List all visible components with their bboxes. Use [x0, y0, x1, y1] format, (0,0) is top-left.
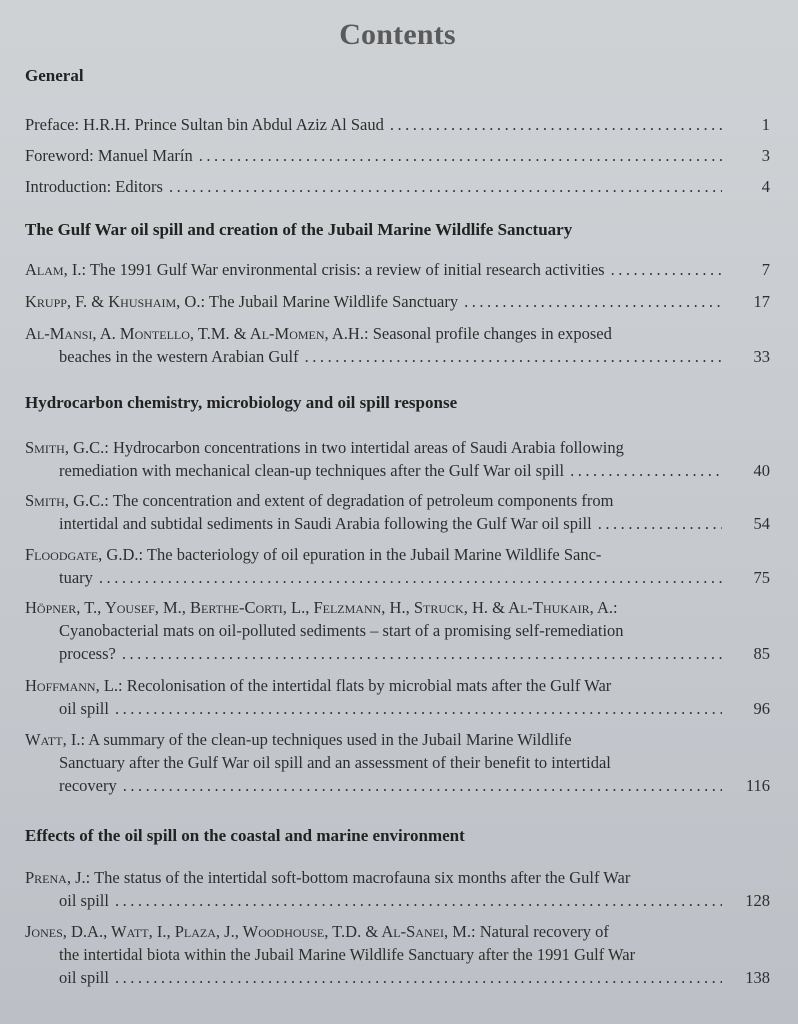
entry-first-line — [25, 674, 770, 697]
entry-authors: Krupp, F. & Khushaim, O.: — [25, 292, 206, 311]
entry-title: The status of the intertidal soft-bottom macrofauna six months after the Gulf War — [94, 868, 631, 887]
toc-entry[interactable] — [25, 290, 770, 313]
page-number: 96 — [753, 699, 770, 718]
page-number: 17 — [753, 292, 770, 311]
entry-title-continued: oil spill — [59, 891, 109, 910]
entry-first-line — [25, 290, 770, 313]
toc-entry[interactable] — [25, 543, 770, 589]
toc-entry[interactable] — [25, 322, 770, 368]
leader-dots — [115, 889, 722, 912]
page-number: 3 — [761, 146, 770, 165]
entry-first-line — [25, 728, 770, 751]
toc-entry[interactable] — [25, 489, 770, 535]
leader-dots — [99, 566, 722, 589]
leader-dots — [199, 144, 722, 167]
entry-title: Introduction: Editors — [25, 177, 163, 196]
entry-authors: Jones, D.A., Watt, I., Plaza, J., Woodhouse, T.D. & Al-Sanei, M.: — [25, 922, 476, 941]
entry-text — [25, 175, 163, 198]
leader-dots — [305, 345, 722, 368]
toc-entry[interactable] — [25, 436, 770, 482]
entry-first-line — [25, 920, 770, 943]
leader-dots — [115, 966, 722, 989]
page-number: 75 — [753, 568, 770, 587]
entry-continuation-line — [25, 459, 770, 482]
entry-continuation-line — [25, 642, 770, 665]
toc-entry[interactable] — [25, 175, 770, 198]
leader-dots — [464, 290, 722, 313]
entry-title-continued: beaches in the western Arabian Gulf — [59, 347, 299, 366]
section-heading: Effects of the oil spill on the coastal and marine environment — [25, 826, 465, 845]
entry-title-continued: the intertidal biota within the Jubail Marine Wildlife Sanctuary after the 1991 Gulf War — [59, 945, 636, 964]
entry-continuation-line — [25, 697, 770, 720]
page-number: 54 — [753, 514, 770, 533]
entry-title-continued: process? — [59, 644, 116, 663]
page-number: 85 — [753, 644, 770, 663]
entry-title: The Jubail Marine Wildlife Sanctuary — [208, 292, 459, 311]
page-number: 33 — [753, 347, 770, 366]
entry-authors: Floodgate, G.D.: — [25, 545, 144, 564]
entry-authors: Al-Mansi, A. Montello, T.M. & Al-Momen, A.H.: — [25, 324, 369, 343]
entry-authors: Watt, I.: — [25, 730, 86, 749]
entry-authors: Smith, G.C.: — [25, 491, 109, 510]
toc-entry[interactable] — [25, 728, 770, 797]
entry-first-line — [25, 489, 770, 512]
toc-entry[interactable] — [25, 113, 770, 136]
entry-continuation-line — [25, 619, 770, 642]
section-heading: The Gulf War oil spill and creation of the Jubail Marine Wildlife Sanctuary — [25, 220, 573, 239]
entry-continuation-line — [25, 889, 770, 912]
page-number: 4 — [761, 177, 770, 196]
toc-entry[interactable] — [25, 866, 770, 912]
page-number: 138 — [745, 968, 770, 987]
page-number: 1 — [761, 115, 770, 134]
entry-first-line — [25, 543, 770, 566]
entry-authors: Prena, J.: — [25, 868, 91, 887]
entry-text — [25, 290, 458, 313]
entry-first-line — [25, 144, 770, 167]
entry-title: Seasonal profile changes in exposed — [372, 324, 612, 343]
entry-title: The concentration and extent of degradation of petroleum components from — [112, 491, 614, 510]
page-number: 7 — [761, 260, 770, 279]
entry-title: Preface: H.R.H. Prince Sultan bin Abdul Aziz Al Saud — [25, 115, 384, 134]
entry-title-continued: recovery — [59, 776, 117, 795]
entry-continuation-line — [25, 774, 770, 797]
toc-entry[interactable] — [25, 258, 770, 281]
entry-title: The bacteriology of oil epuration in the Jubail Marine Wildlife Sanc- — [146, 545, 602, 564]
entry-authors: Smith, G.C.: — [25, 438, 109, 457]
entry-title-continued: oil spill — [59, 699, 109, 718]
page-number: 116 — [745, 776, 770, 795]
entry-authors: Alam, I.: — [25, 260, 87, 279]
entry-text — [25, 113, 384, 136]
toc-entry[interactable] — [25, 674, 770, 720]
entry-title: Foreword: Manuel Marín — [25, 146, 193, 165]
entry-title: Recolonisation of the intertidal flats by microbial mats after the Gulf War — [126, 676, 612, 695]
entry-first-line — [25, 175, 770, 198]
page-number: 40 — [753, 461, 770, 480]
toc-entry[interactable] — [25, 596, 770, 665]
entry-continuation-line — [25, 966, 770, 989]
entry-title: The 1991 Gulf War environmental crisis: a review of initial research activities — [89, 260, 605, 279]
entry-first-line — [25, 866, 770, 889]
entry-title: Hydrocarbon concentrations in two intertidal areas of Saudi Arabia following — [112, 438, 624, 457]
section-heading: Hydrocarbon chemistry, microbiology and oil spill response — [25, 393, 458, 412]
entry-continuation-line — [25, 751, 770, 774]
entry-continuation-line — [25, 566, 770, 589]
entry-first-line — [25, 322, 770, 345]
leader-dots — [122, 642, 722, 665]
entry-title-continued: Sanctuary after the Gulf War oil spill and an assessment of their benefit to intertidal — [59, 753, 611, 772]
entry-first-line — [25, 596, 770, 619]
entry-first-line — [25, 436, 770, 459]
entry-continuation-line — [25, 512, 770, 535]
entry-title-continued: tuary — [59, 568, 93, 587]
leader-dots — [169, 175, 722, 198]
entry-title-continued: remediation with mechanical clean-up techniques after the Gulf War oil spill — [59, 461, 565, 480]
section-heading: General — [25, 66, 84, 85]
entry-authors: Höpner, T., Yousef, M., Berthe-Corti, L., Felzmann, H., Struck, H. & Al-Thukair, A.: — [25, 598, 618, 617]
entry-text — [25, 258, 605, 281]
leader-dots — [123, 774, 722, 797]
entry-title-continued: intertidal and subtidal sediments in Saudi Arabia following the Gulf War oil spill — [59, 514, 592, 533]
entry-title-continued: oil spill — [59, 968, 109, 987]
toc-entry[interactable] — [25, 920, 770, 989]
entry-title: Natural recovery of — [479, 922, 609, 941]
entry-title: A summary of the clean-up techniques used in the Jubail Marine Wildlife — [88, 730, 572, 749]
leader-dots — [598, 512, 722, 535]
leader-dots — [390, 113, 722, 136]
entry-text — [25, 144, 193, 167]
leader-dots — [570, 459, 722, 482]
entry-continuation-line — [25, 345, 770, 368]
entry-title-continued: Cyanobacterial mats on oil-polluted sediments – start of a promising self-remediation — [59, 621, 624, 640]
entry-authors: Hoffmann, L.: — [25, 676, 123, 695]
entry-first-line — [25, 113, 770, 136]
toc-entry[interactable] — [25, 144, 770, 167]
page-title: Contents — [339, 18, 456, 51]
page-number: 128 — [745, 891, 770, 910]
entry-continuation-line — [25, 943, 770, 966]
entry-first-line — [25, 258, 770, 281]
leader-dots — [115, 697, 722, 720]
leader-dots — [611, 258, 722, 281]
